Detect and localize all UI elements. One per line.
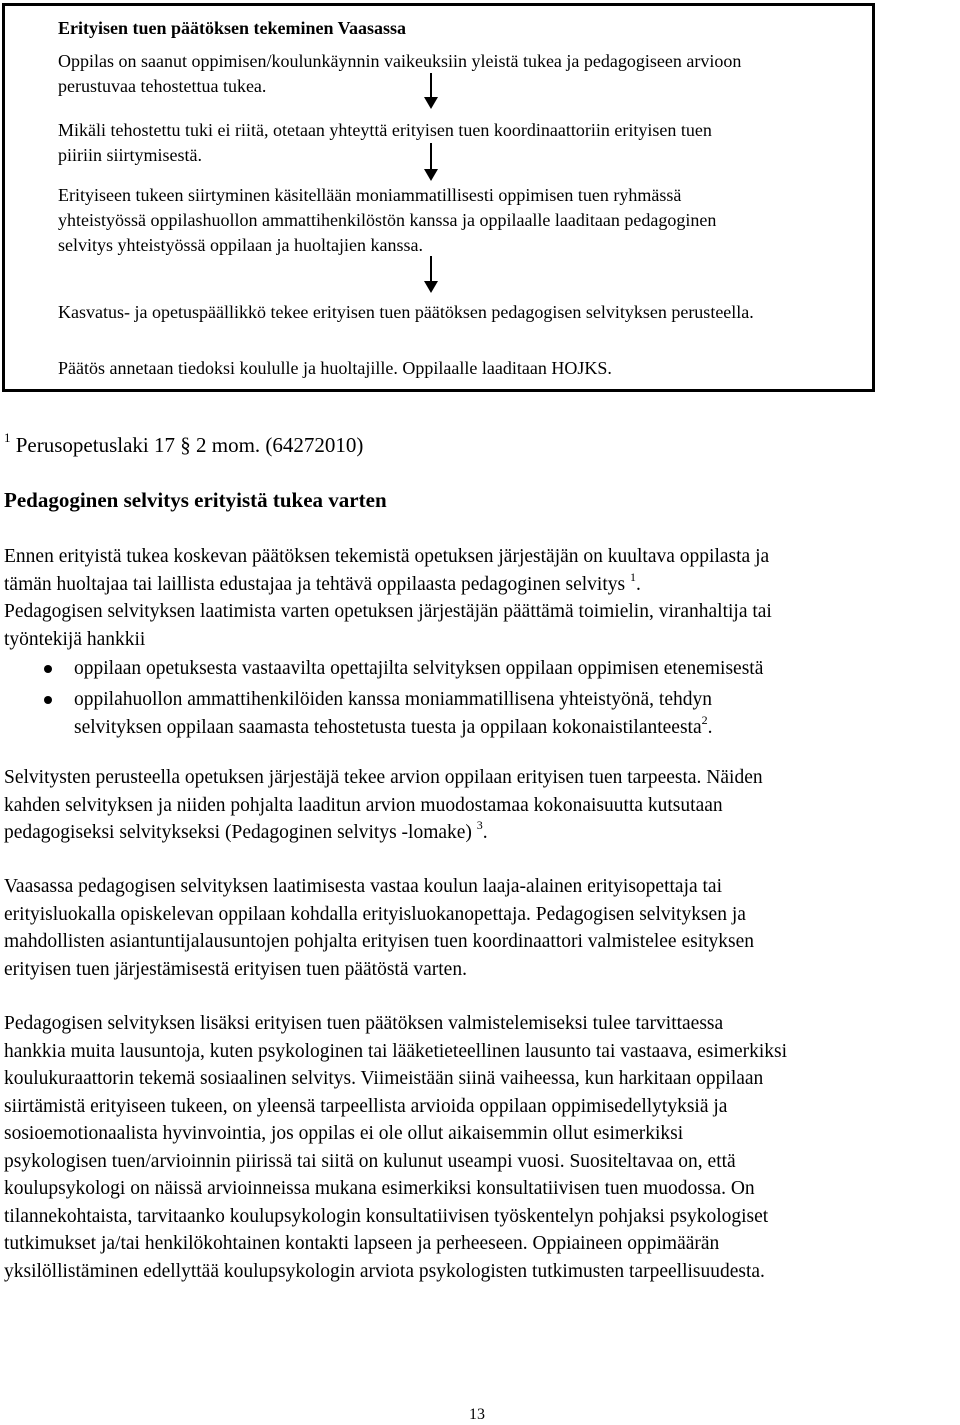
footnote-ref: 2 bbox=[701, 713, 708, 727]
bullet-icon bbox=[44, 665, 52, 673]
list-item: oppilaan opetuksesta vastaavilta opettajilta selvityksen oppilaan oppimisen etenemisestä bbox=[4, 655, 954, 683]
paragraph-3: Vaasassa pedagogisen selvityksen laatimisesta vastaa koulun laaja-alainen erityisopettaja tai erityisluokalla opiskelevan oppilaan kohdalla erityisluokanopettaja. Pedagogisen selvityksen ja mahdollisten asiantuntijalausuntojen pohjalta erityisen tuen koordinaattori valmistelee esityksen erityisen tuen järjestämisestä erityisen tuen päätöstä varten. bbox=[4, 876, 755, 980]
paragraph-4: Pedagogisen selvityksen lisäksi erityisen tuen päätöksen valmistelemiseksi tulee tarvittaessa hankkia muita lausuntoja, kuten psykologinen tai lääketieteellinen lausunto tai vastaava, esimerkiksi koulukuraattorin tekemä sosiaalinen selvitys. Viimeistään siinä vaiheessa, kun harkitaan oppilaan siirtämistä erityiseen tukeen, on yleensä tarpeellista arvioida oppilaan oppimisedellytyksiä ja sosioemotionaalista hyvinvointia, jos oppilas ei ole ollut aikaisemmin ollut esimerkiksi psykologisen tuen/arvioinnin piirissä tai siitä on kulunut useampi vuosi. Suositeltavaa on, että koulupsykologi on näissä arvioinneissa mukana esimerkiksi konsultatiivisen tuen muodossa. On tilannekohtaista, tarvitaanko koulupsykologin konsultatiivisen työskentelyn pohjaksi psykologiset tutkimukset ja/tai henkilökohtainen kontakti lapseen ja perheeseen. Oppiaineen oppimäärän yksilöllistäminen edellyttää koulupsykologin arviota psykologisten tutkimusten tarpeellisuudesta. bbox=[4, 1013, 788, 1282]
bullet-list bbox=[4, 655, 954, 742]
footnote-text: Perusopetuslaki 17 § 2 mom. (64272010) bbox=[15, 433, 364, 457]
process-flow-box bbox=[2, 3, 875, 392]
footnote-ref: 1 bbox=[629, 569, 636, 584]
flow-step-2: Mikäli tehostettu tuki ei riitä, otetaan yhteyttä erityisen tuen koordinaattoriin erityisen tuen piiriin siirtymisestä. bbox=[58, 120, 712, 165]
flow-step-4: Kasvatus- ja opetuspäällikkö tekee erityisen tuen päätöksen pedagogisen selvityksen perusteella. bbox=[58, 302, 754, 322]
flow-title: Erityisen tuen päätöksen tekeminen Vaasassa bbox=[58, 18, 407, 38]
footnote-ref: 3 bbox=[476, 818, 483, 832]
footnote bbox=[4, 430, 363, 458]
flow-step-3: Erityiseen tukeen siirtyminen käsitellään moniammatillisesti oppimisen tuen ryhmässä yhteistyössä oppilashuollon ammattihenkilöstön kanssa ja oppilaalle laaditaan pedagoginen selvitys yhteistyössä oppilaan ja huoltajien kanssa. bbox=[58, 185, 717, 255]
paragraph-2: Selvitysten perusteella opetuksen järjestäjä tekee arvion oppilaan erityisen tuen tarpeesta. Näiden kahden selvityksen ja niiden pohjalta laaditun arvion muodostamaa kokonaisuutta kutsutaan pedagogiseksi selvitykseksi (Pedagoginen selvitys -lomake) $^3$. bbox=[4, 767, 763, 843]
down-arrow-icon bbox=[424, 73, 438, 109]
page-number: 13 bbox=[469, 1406, 485, 1423]
down-arrow-icon bbox=[424, 256, 438, 293]
bullet-icon bbox=[44, 696, 52, 704]
section-heading: Pedagoginen selvitys erityistä tukea varten bbox=[4, 488, 387, 512]
flow-step-1: Oppilas on saanut oppimisen/koulunkäynnin vaikeuksiin yleistä tukea ja pedagogiseen arvioon perustuvaa tehostettua tukea. bbox=[58, 51, 742, 96]
footnote-marker: 1 bbox=[4, 430, 11, 445]
paragraph-1: Ennen erityistä tukea koskevan päätöksen tekemistä opetuksen järjestäjän on kuultava oppilasta ja tämän huoltajaa tai laillista edustajaa ja tehtävä oppilaasta pedagoginen selvitys $^1$. Pedagogisen selvityksen laatimista varten opetuksen järjestäjän päättämä toimielin, viranhaltija tai työntekijä hankkii bbox=[4, 546, 772, 650]
flow-step-5: Päätös annetaan tiedoksi koululle ja huoltajille. Oppilaalle laaditaan HOJKS. bbox=[58, 358, 612, 378]
down-arrow-icon bbox=[424, 143, 438, 181]
list-item: oppilahuollon ammattihenkilöiden kanssa moniammatillisena yhteistyönä, tehdyn selvityksen oppilaan saamasta tehostetusta tuesta ja oppilaan kokonaistilanteesta$^2$. bbox=[4, 686, 954, 742]
